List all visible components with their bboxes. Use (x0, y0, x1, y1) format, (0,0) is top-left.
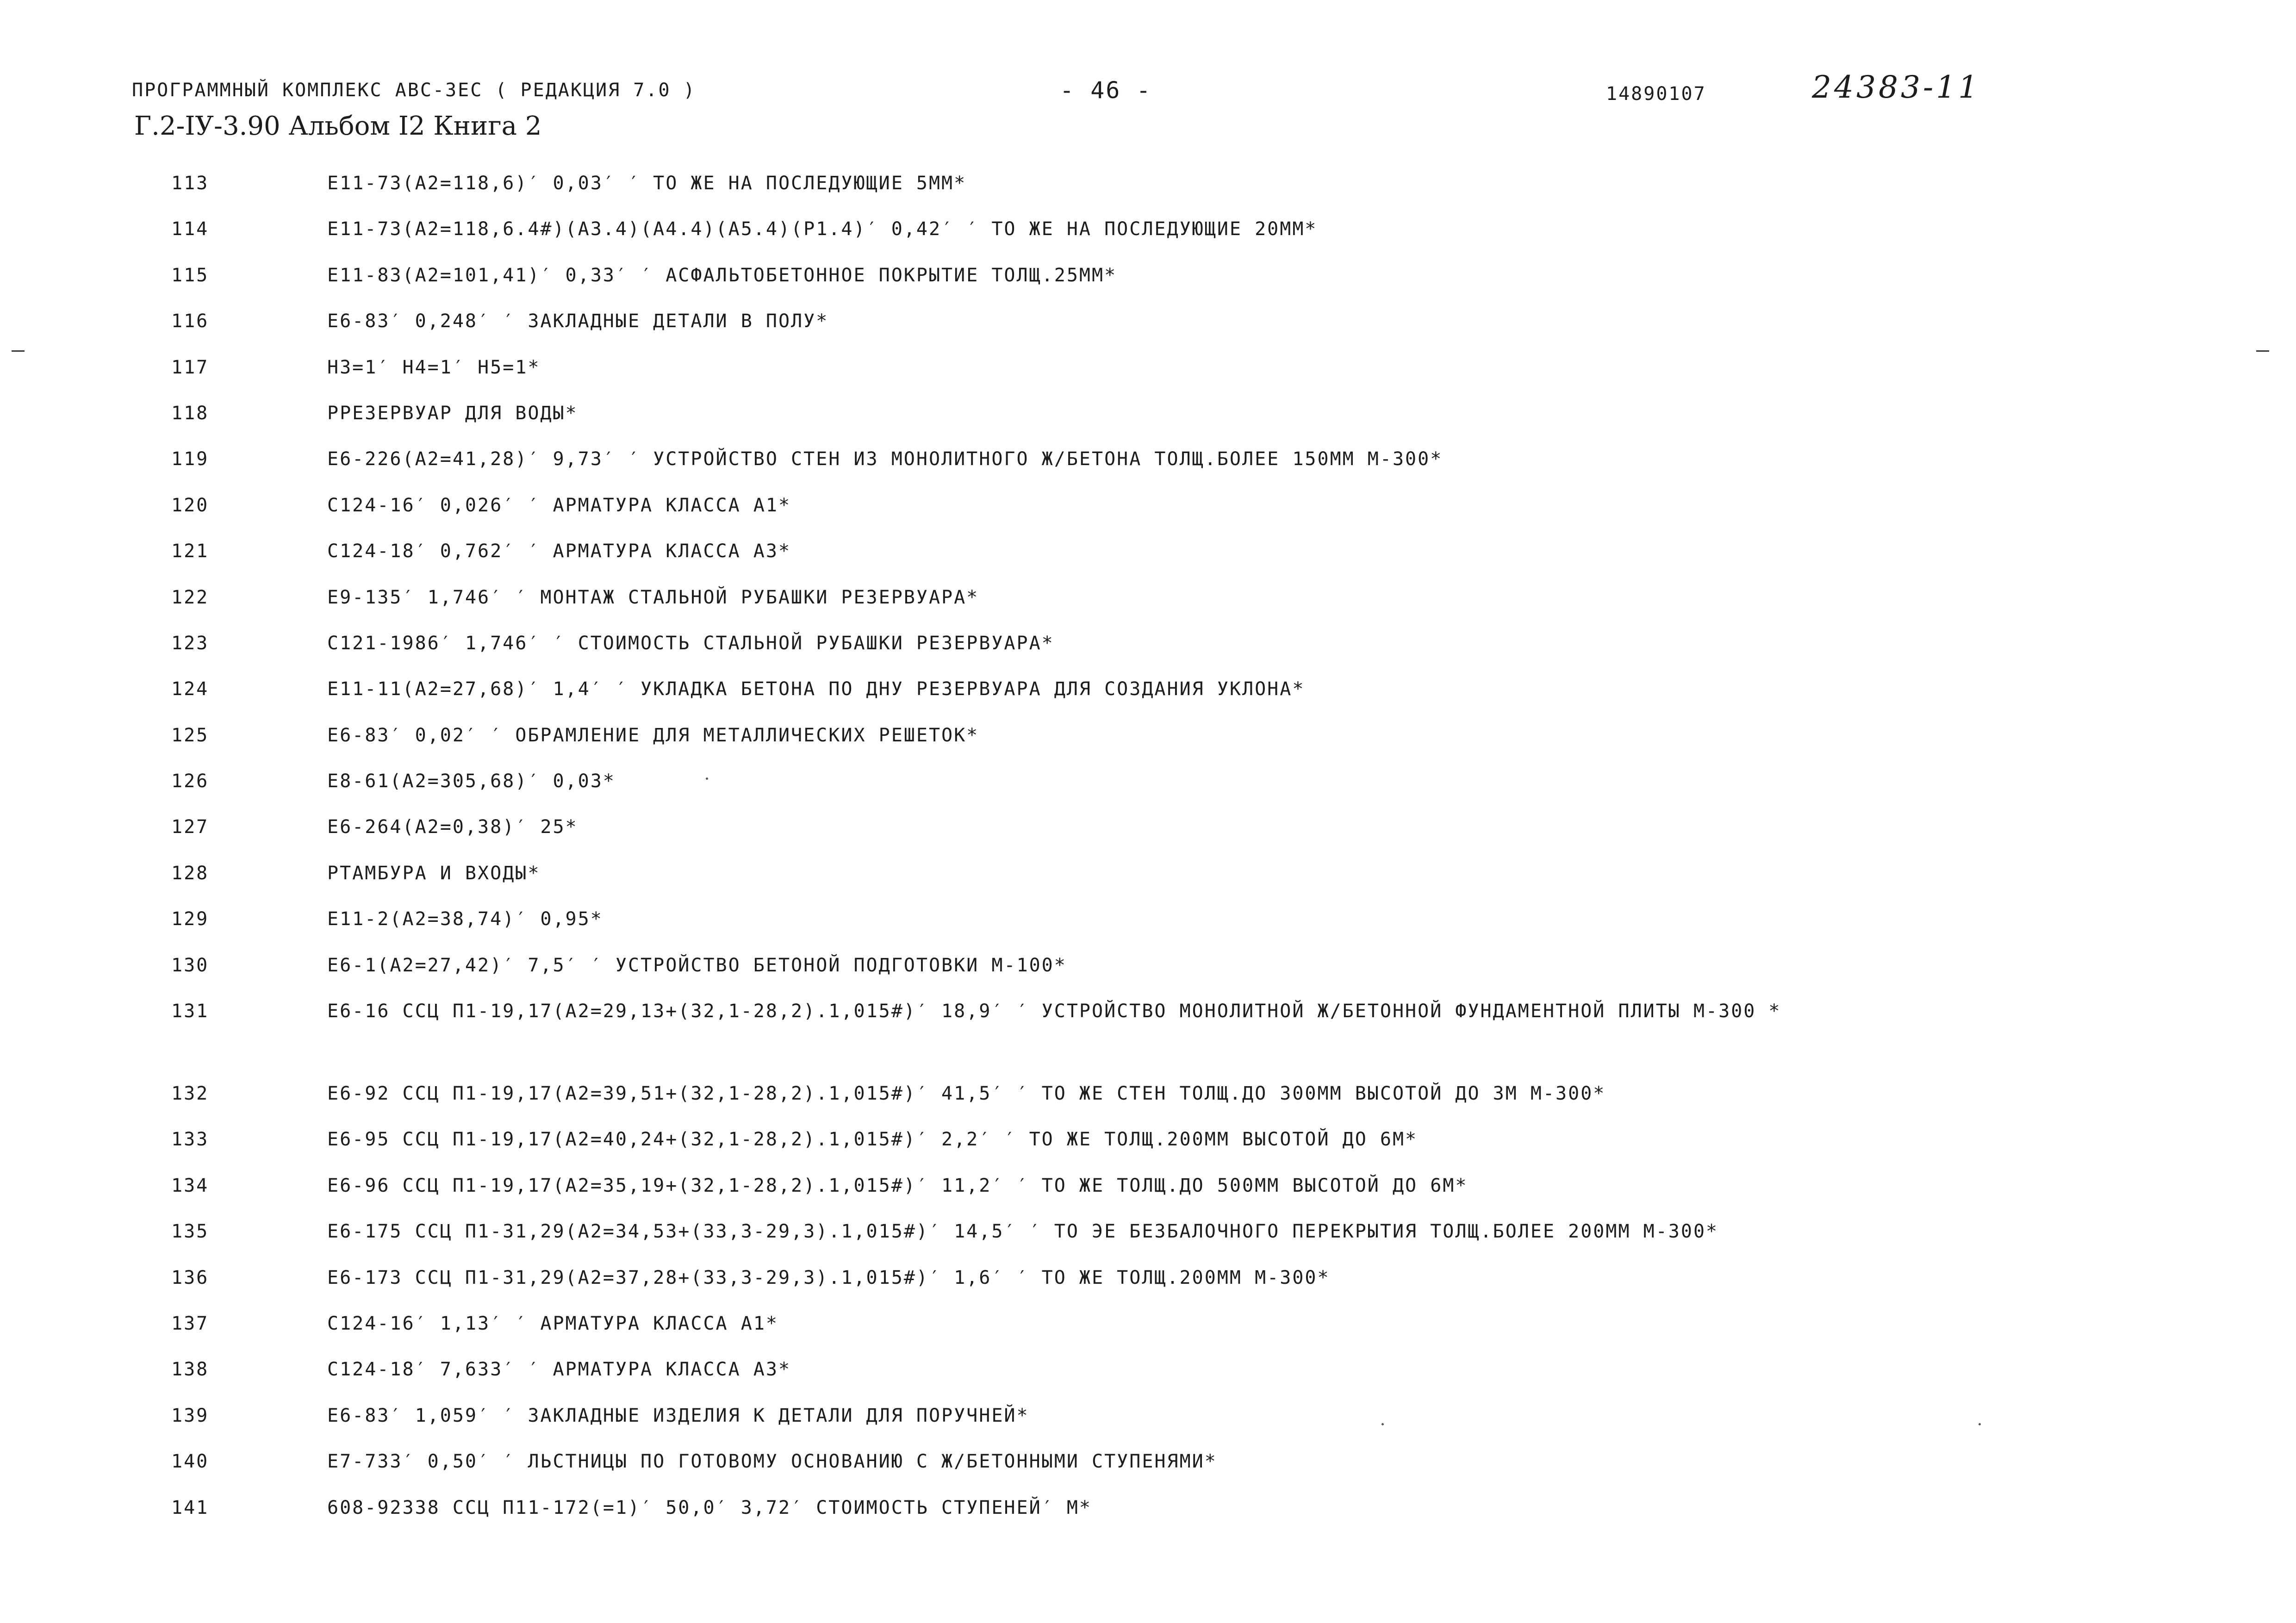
row-number: 139 (171, 1405, 209, 1426)
list-item (0, 1221, 2296, 1267)
row-number: 128 (171, 862, 209, 884)
list-item (0, 357, 2296, 403)
row-text: Е11-11(А2=27,68)′ 1,4′ ′ УКЛАДКА БЕТОНА ПО ДНУ РЕЗЕРВУАРА ДЛЯ СОЗДАНИЯ УКЛОНА* (327, 678, 1305, 700)
row-number: 117 (171, 356, 209, 378)
list-item (0, 541, 2296, 586)
list-item (0, 955, 2296, 1001)
row-text: 608-92338 ССЦ П11-172(=1)′ 50,0′ 3,72′ СТОИМОСТЬ СТУПЕНЕЙ′ М* (327, 1497, 1092, 1518)
row-number: 130 (171, 954, 209, 976)
row-text: Е9-135′ 1,746′ ′ МОНТАЖ СТАЛЬНОЙ РУБАШКИ РЕЗЕРВУАРА* (327, 586, 979, 608)
list-item (0, 1175, 2296, 1221)
list-item (0, 725, 2296, 771)
row-text: Е6-96 ССЦ П1-19,17(А2=35,19+(32,1-28,2).1,015#)′ 11,2′ ′ ТО ЖЕ ТОЛЩ.ДО 500ММ ВЫСОТОЙ ДО 6М* (327, 1175, 1468, 1196)
row-text: Е6-95 ССЦ П1-19,17(А2=40,24+(32,1-28,2).1,015#)′ 2,2′ ′ ТО ЖЕ ТОЛЩ.200ММ ВЫСОТОЙ ДО 6М* (327, 1129, 1418, 1150)
row-number: 121 (171, 541, 209, 562)
list-item (0, 633, 2296, 678)
row-number: 116 (171, 311, 209, 332)
row-text: Е6-175 ССЦ П1-31,29(А2=34,53+(33,3-29,3).1,015#)′ 14,5′ ′ ТО ЭЕ БЕЗБАЛОЧНОГО ПЕРЕКРЫТИЯ ТОЛЩ.БОЛЕЕ 200ММ М-300* (327, 1221, 1719, 1243)
list-item (0, 1001, 2296, 1083)
list-item (0, 1405, 2296, 1451)
row-text: Н3=1′ Н4=1′ Н5=1* (327, 356, 541, 378)
row-text: Е6-16 ССЦ П1-19,17(А2=29,13+(32,1-28,2).1,015#)′ 18,9′ ′ УСТРОЙСТВО МОНОЛИТНОЙ Ж/БЕТОННОЙ ФУНДАМЕНТНОЙ ПЛИТЫ М-300 * (327, 1001, 1781, 1022)
row-number: 126 (171, 771, 209, 792)
row-text: Е8-61(А2=305,68)′ 0,03* (327, 771, 616, 792)
row-number: 113 (171, 173, 209, 194)
list-item (0, 1497, 2296, 1543)
row-number: 140 (171, 1451, 209, 1473)
estimate-rows (0, 173, 2296, 1543)
handwritten-number: 24383-11 (1812, 69, 1981, 105)
row-text: Е6-226(А2=41,28)′ 9,73′ ′ УСТРОЙСТВО СТЕН ИЗ МОНОЛИТНОГО Ж/БЕТОНА ТОЛЩ.БОЛЕЕ 150ММ М-300* (327, 448, 1443, 470)
list-item (0, 448, 2296, 494)
list-item (0, 816, 2296, 862)
row-text: Е6-83′ 0,248′ ′ ЗАКЛАДНЫЕ ДЕТАЛИ В ПОЛУ* (327, 311, 829, 332)
list-item (0, 1313, 2296, 1359)
list-item (0, 495, 2296, 541)
row-text: Е11-83(А2=101,41)′ 0,33′ ′ АСФАЛЬТОБЕТОННОЕ ПОКРЫТИЕ ТОЛЩ.25ММ* (327, 264, 1117, 286)
row-number: 124 (171, 678, 209, 700)
page-number: - 46 - (1060, 77, 1152, 104)
list-item (0, 1129, 2296, 1175)
row-text: Е6-83′ 0,02′ ′ ОБРАМЛЕНИЕ ДЛЯ МЕТАЛЛИЧЕСКИХ РЕШЕТОК* (327, 724, 979, 746)
row-text: Е6-83′ 1,059′ ′ ЗАКЛАДНЫЕ ИЗДЕЛИЯ К ДЕТАЛИ ДЛЯ ПОРУЧНЕЙ* (327, 1405, 1029, 1426)
list-item (0, 311, 2296, 356)
row-number: 129 (171, 908, 209, 930)
list-item (0, 771, 2296, 816)
row-number: 115 (171, 264, 209, 286)
album-subtitle: Г.2-IУ-3.90 Альбом I2 Книга 2 (134, 111, 542, 141)
row-text: С124-18′ 7,633′ ′ АРМАТУРА КЛАССА А3* (327, 1359, 791, 1380)
row-number: 137 (171, 1312, 209, 1334)
list-item (0, 265, 2296, 311)
list-item (0, 218, 2296, 264)
row-text: Е7-733′ 0,50′ ′ ЛЬСТНИЦЫ ПО ГОТОВОМУ ОСНОВАНИЮ С Ж/БЕТОННЫМИ СТУПЕНЯМИ* (327, 1451, 1217, 1473)
row-number: 123 (171, 632, 209, 654)
list-item (0, 1451, 2296, 1497)
list-item (0, 403, 2296, 448)
row-number: 134 (171, 1175, 209, 1196)
list-item (0, 1359, 2296, 1405)
list-item (0, 173, 2296, 218)
row-text: Е6-173 ССЦ П1-31,29(А2=37,28+(33,3-29,3).1,015#)′ 1,6′ ′ ТО ЖЕ ТОЛЩ.200ММ М-300* (327, 1267, 1330, 1288)
row-text: Е6-92 ССЦ П1-19,17(А2=39,51+(32,1-28,2).1,015#)′ 41,5′ ′ ТО ЖЕ СТЕН ТОЛЩ.ДО 300ММ ВЫСОТОЙ ДО 3М М-300* (327, 1083, 1606, 1105)
row-number: 122 (171, 586, 209, 608)
row-text: Е11-73(А2=118,6.4#)(А3.4)(А4.4)(А5.4)(Р1.4)′ 0,42′ ′ ТО ЖЕ НА ПОСЛЕДУЮЩИЕ 20ММ* (327, 218, 1318, 240)
row-number: 127 (171, 816, 209, 838)
row-text: РТАМБУРА И ВХОДЫ* (327, 862, 541, 884)
list-item (0, 1267, 2296, 1313)
list-item (0, 1083, 2296, 1129)
row-number: 120 (171, 494, 209, 516)
row-text: С124-16′ 0,026′ ′ АРМАТУРА КЛАССА А1* (327, 494, 791, 516)
row-number: 132 (171, 1083, 209, 1105)
row-text: С124-18′ 0,762′ ′ АРМАТУРА КЛАССА А3* (327, 541, 791, 562)
list-item (0, 678, 2296, 724)
row-text: РРЕЗЕРВУАР ДЛЯ ВОДЫ* (327, 402, 578, 424)
row-text: Е6-1(А2=27,42)′ 7,5′ ′ УСТРОЙСТВО БЕТОНОЙ ПОДГОТОВКИ М-100* (327, 954, 1067, 976)
list-item (0, 863, 2296, 908)
row-number: 114 (171, 218, 209, 240)
row-number: 119 (171, 448, 209, 470)
row-number: 138 (171, 1359, 209, 1380)
row-number: 125 (171, 724, 209, 746)
row-number: 118 (171, 402, 209, 424)
row-text: С124-16′ 1,13′ ′ АРМАТУРА КЛАССА А1* (327, 1312, 778, 1334)
list-item (0, 587, 2296, 633)
row-number: 141 (171, 1497, 209, 1518)
row-number: 136 (171, 1267, 209, 1288)
list-item (0, 908, 2296, 954)
row-text: Е11-73(А2=118,6)′ 0,03′ ′ ТО ЖЕ НА ПОСЛЕДУЮЩИЕ 5ММ* (327, 173, 967, 194)
row-number: 131 (171, 1001, 209, 1022)
row-text: Е11-2(А2=38,74)′ 0,95* (327, 908, 603, 930)
row-number: 135 (171, 1221, 209, 1243)
program-header: ПРОГРАММНЫЙ КОМПЛЕКС АВС-ЗЕС ( РЕДАКЦИЯ 7.0 ) (132, 80, 696, 101)
row-text: Е6-264(А2=0,38)′ 25* (327, 816, 578, 838)
document-code: 14890107 (1606, 83, 1706, 105)
row-text: С121-1986′ 1,746′ ′ СТОИМОСТЬ СТАЛЬНОЙ РУБАШКИ РЕЗЕРВУАРА* (327, 632, 1054, 654)
row-number: 133 (171, 1129, 209, 1150)
